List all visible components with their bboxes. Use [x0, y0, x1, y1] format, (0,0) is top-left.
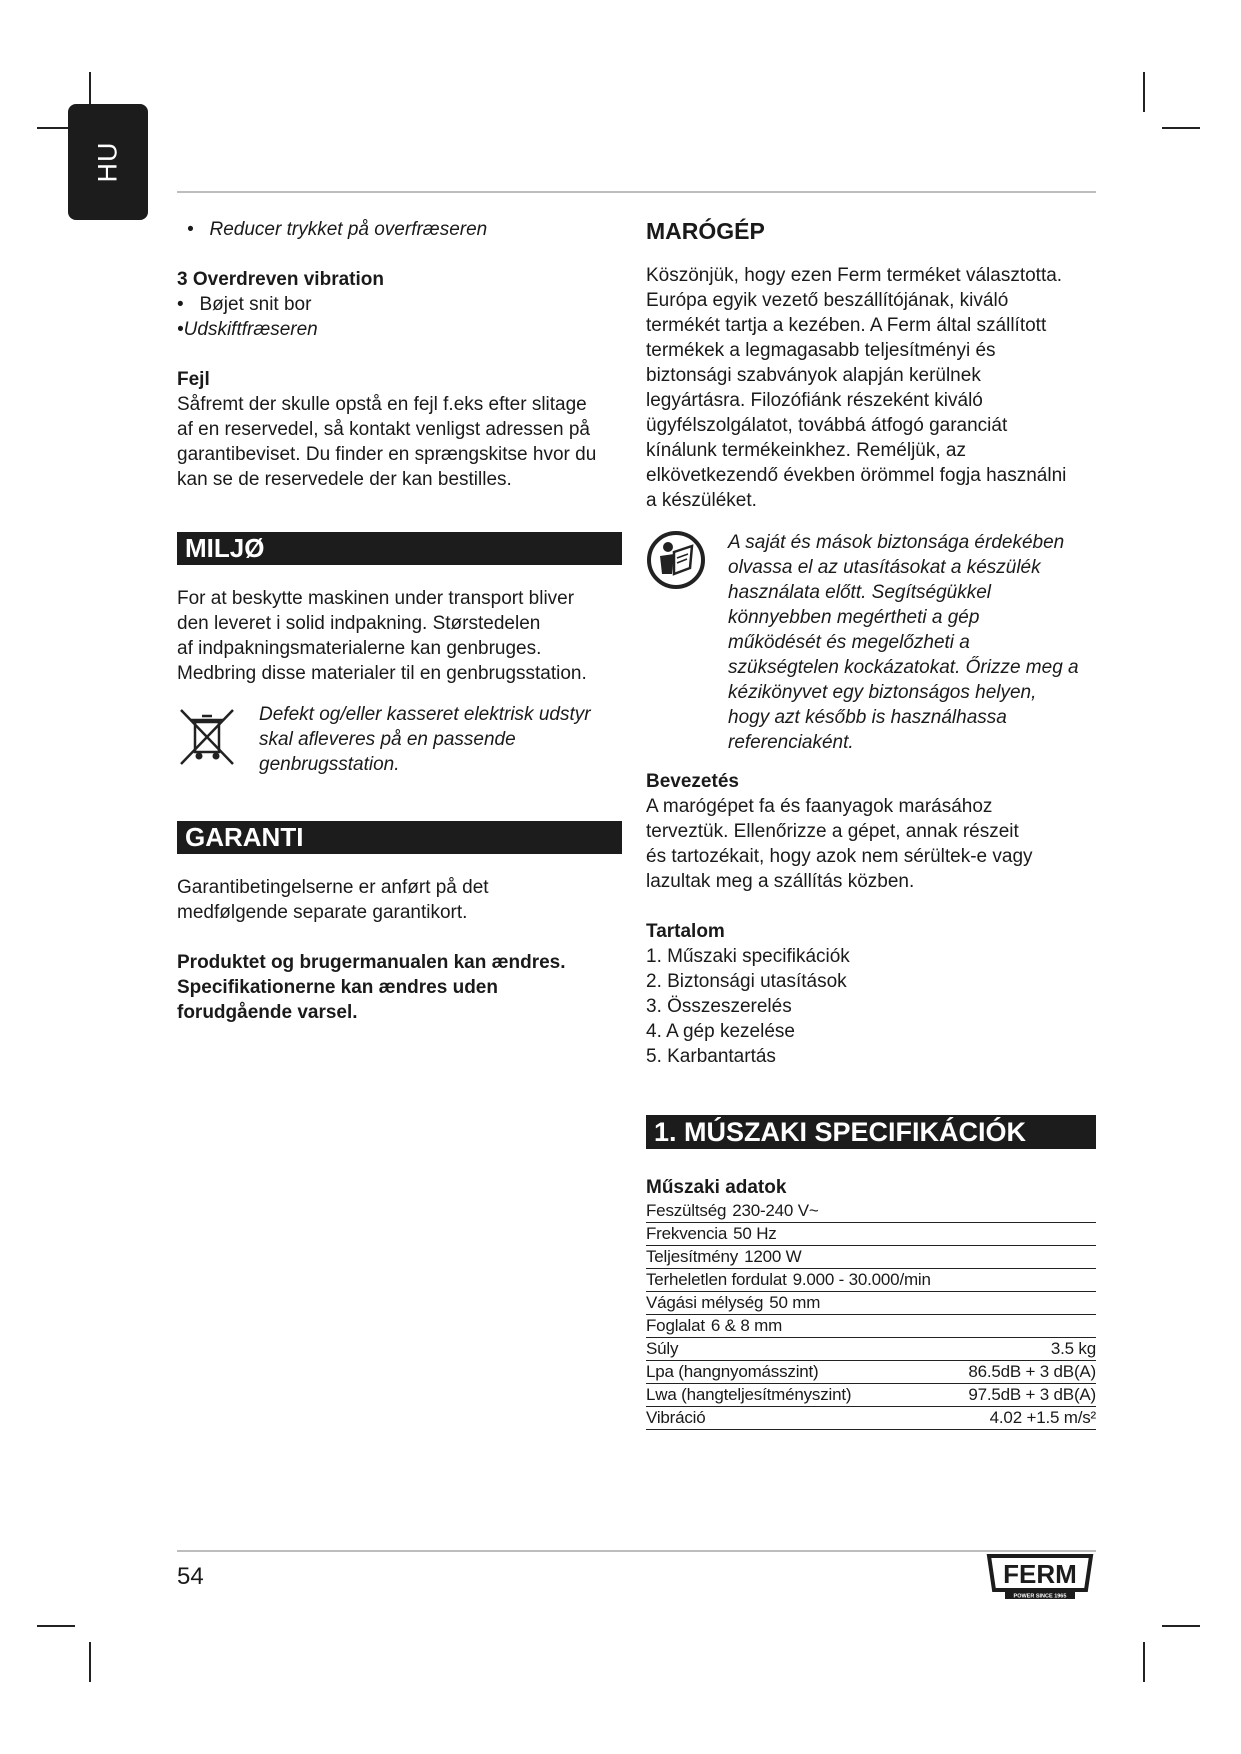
language-code: HU — [92, 141, 123, 183]
ferm-logo — [985, 1554, 1095, 1600]
logo-tagline: POWER SINCE 1965 — [1013, 1593, 1067, 1600]
intro-line: kínálunk termékeinkhez. Reméljük, az — [646, 440, 966, 461]
fejl-line: kan se de reservedele der kan bestilles. — [177, 469, 512, 490]
safety-line: olvassa el az utasításokat a készülék — [728, 557, 1041, 578]
bullet-item: •Udskiftfræseren — [177, 319, 318, 340]
right-column — [646, 217, 1096, 1430]
page-title: MARÓGÉP — [646, 218, 765, 244]
spec-row: Vibráció 4.02 +1.5 m/s² — [646, 1407, 1096, 1430]
intro-line: Köszönjük, hogy ezen Ferm terméket választotta. — [646, 265, 1063, 286]
section-title-specs: 1. MÚSZAKI SPECIFIKÁCIÓK — [646, 1115, 1096, 1149]
spec-row: Lpa (hangnyomásszint) 86.5dB + 3 dB(A) — [646, 1361, 1096, 1384]
spec-row: Feszültség 230-240 V~ — [646, 1200, 1096, 1223]
spec-row: Terheletlen fordulat 9.000 - 30.000/min — [646, 1269, 1096, 1292]
item3-heading: 3 Overdreven vibration — [177, 269, 384, 290]
logo-text: FERM — [1003, 1559, 1077, 1589]
intro-line: termékek a legmagasabb teljesítményi és — [646, 340, 996, 361]
bullet-item: • Reducer trykket på overfræseren — [187, 219, 488, 240]
safety-line: referenciaként. — [728, 732, 854, 753]
garanti-line: medfølgende separate garantikort. — [177, 902, 468, 923]
spec-row: Teljesítmény 1200 W — [646, 1246, 1096, 1269]
crop-mark — [1143, 1642, 1145, 1682]
intro-line: elkövetkezendő években örömmel fogja használni — [646, 465, 1067, 486]
crop-mark — [1162, 1625, 1200, 1627]
language-tab — [68, 104, 148, 220]
bevezetes-line: lazultak meg a szállítás közben. — [646, 871, 915, 892]
section-title-garanti: GARANTI — [177, 821, 622, 854]
intro-line: Európa egyik vezető beszállítójának, kiváló — [646, 290, 1009, 311]
toc-item: 4. A gép kezelése — [646, 1021, 795, 1042]
weee-line: genbrugsstation. — [259, 754, 400, 775]
bevezetes-heading: Bevezetés — [646, 771, 739, 792]
crop-mark — [1143, 72, 1145, 112]
toc-item: 1. Műszaki specifikációk — [646, 946, 850, 967]
section-title-miljo: MILJØ — [177, 532, 622, 565]
safety-line: hogy azt később is használhassa — [728, 707, 1007, 728]
miljo-line: Medbring disse materialer til en genbrugsstation. — [177, 663, 587, 684]
spec-heading: Műszaki adatok — [646, 1177, 787, 1198]
spec-row: Lwa (hangteljesítményszint) 97.5dB + 3 dB(A) — [646, 1384, 1096, 1407]
left-column — [177, 217, 622, 1025]
bottom-divider — [177, 1550, 1096, 1552]
fejl-line: Såfremt der skulle opstå en fejl f.eks efter slitage — [177, 394, 587, 415]
intro-line: legyártásra. Filozófiánk részeként kiváló — [646, 390, 983, 411]
notice-line: Specifikationerne kan ændres uden — [177, 977, 498, 998]
spec-row: Vágási mélység 50 mm — [646, 1292, 1096, 1315]
weee-bin-icon — [177, 706, 239, 768]
safety-line: használata előtt. Segítségükkel — [728, 582, 992, 603]
fejl-line: garantibeviset. Du finder en sprængskitse hvor du — [177, 444, 597, 465]
intro-line: ügyfélszolgálatot, továbbá átfogó garanciát — [646, 415, 1008, 436]
safety-line: A saját és mások biztonsága érdekében — [728, 532, 1065, 553]
bullet-item: • Bøjet snit bor — [177, 294, 312, 315]
safety-line: szükségtelen kockázatokat. Őrizze meg a — [728, 657, 1079, 678]
fejl-line: af en reservedel, så kontakt venligst adressen på — [177, 419, 590, 440]
read-manual-icon — [646, 530, 706, 590]
toc-item: 3. Összeszerelés — [646, 996, 792, 1017]
bevezetes-line: A marógépet fa és faanyagok marásához — [646, 796, 993, 817]
toc-item: 5. Karbantartás — [646, 1046, 776, 1067]
weee-line: Defekt og/eller kasseret elektrisk udstyr — [259, 704, 591, 725]
crop-mark — [1162, 127, 1200, 129]
safety-line: működését és megelőzheti a — [728, 632, 970, 653]
notice-line: forudgående varsel. — [177, 1002, 358, 1023]
garanti-line: Garantibetingelserne er anført på det — [177, 877, 489, 898]
safety-line: kézikönyvet egy biztonságos helyen, — [728, 682, 1037, 703]
toc-item: 2. Biztonsági utasítások — [646, 971, 847, 992]
top-divider — [177, 191, 1096, 193]
bevezetes-line: terveztük. Ellenőrizze a gépet, annak részeit — [646, 821, 1019, 842]
intro-line: termékét tartja a kezében. A Ferm által szállított — [646, 315, 1047, 336]
page-number: 54 — [177, 1563, 204, 1590]
tartalom-heading: Tartalom — [646, 921, 725, 942]
spec-table — [646, 1200, 1096, 1430]
crop-mark — [37, 1625, 75, 1627]
miljo-line: af indpakningsmaterialerne kan genbruges. — [177, 638, 542, 659]
notice-line: Produktet og brugermanualen kan ændres. — [177, 952, 566, 973]
spec-row: Frekvencia 50 Hz — [646, 1223, 1096, 1246]
miljo-line: den leveret i solid indpakning. Størstedelen — [177, 613, 541, 634]
safety-line: könnyebben megértheti a gép — [728, 607, 980, 628]
intro-line: a készüléket. — [646, 490, 757, 511]
spec-row: Foglalat 6 & 8 mm — [646, 1315, 1096, 1338]
fejl-heading: Fejl — [177, 369, 210, 390]
spec-row: Súly 3.5 kg — [646, 1338, 1096, 1361]
miljo-line: For at beskytte maskinen under transport bliver — [177, 588, 575, 609]
crop-mark — [89, 1642, 91, 1682]
weee-line: skal afleveres på en passende — [259, 729, 516, 750]
bevezetes-line: és tartozékait, hogy azok nem sérültek-e vagy — [646, 846, 1033, 867]
intro-line: biztonsági szabványok alapján kerülnek — [646, 365, 981, 386]
